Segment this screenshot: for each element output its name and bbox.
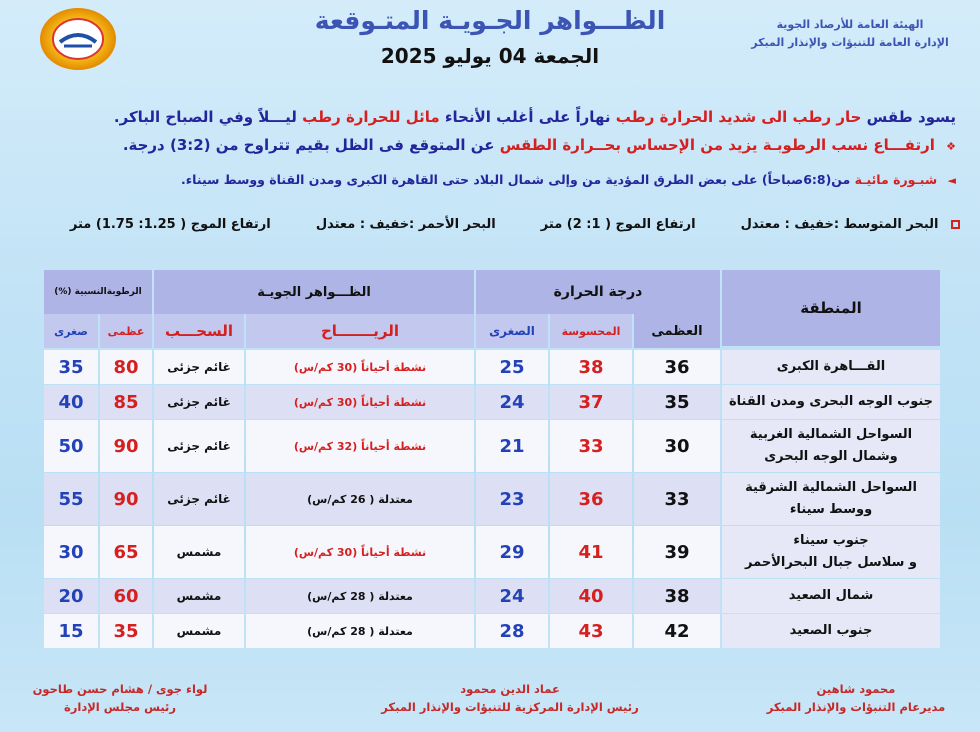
feels-cell: 36	[550, 473, 632, 525]
wind-cell: معتدلة ( 26 كم/س)	[246, 473, 474, 525]
min-cell: 25	[476, 350, 548, 384]
text-segment: عن المتوقع فى الظل بقيم تتراوح من (3:2) درجة.	[122, 136, 495, 154]
temp-min-header: الصغرى	[476, 314, 548, 348]
org-line-2: الإدارة العامة للتنبؤات والإنذار المبكر	[751, 36, 949, 49]
cloud-cell: غائم جزئى	[154, 385, 244, 419]
med-sea-wave: ارتفاع الموج ( 1: 2) متر	[540, 217, 696, 232]
feels-cell: 40	[550, 579, 632, 613]
red-sea-label: البحر الأحمر	[418, 217, 496, 232]
signer-title: مديرعام التنبؤات والإنذار المبكر	[766, 700, 946, 714]
cloud-cell: مشمس	[154, 614, 244, 648]
max-cell: 36	[634, 350, 720, 384]
min-cell: 28	[476, 614, 548, 648]
region-header: المنطقة	[722, 270, 940, 346]
checkbox-bullet-icon	[951, 220, 960, 229]
max-cell: 42	[634, 614, 720, 648]
wind-cell: معتدلة ( 28 كم/س)	[246, 579, 474, 613]
hmin-cell: 15	[44, 614, 98, 648]
med-sea-label: البحر المتوسط	[843, 217, 939, 232]
region-name: جنوب سيناء	[793, 533, 869, 548]
max-cell: 33	[634, 473, 720, 525]
text-segment: ارتفـــاع نسب الرطوبـة يزيد من الإحساس بحــرارة الطقس	[499, 136, 935, 154]
cloud-cell: مشمس	[154, 579, 244, 613]
humidity-min-header: صغرى	[44, 314, 98, 348]
signature-left	[20, 680, 220, 716]
region-name: القـــاهرة الكبرى	[776, 359, 886, 374]
region-cell	[722, 350, 940, 384]
organization-name	[740, 16, 960, 52]
region-name-line-2: ووسط سيناء	[789, 502, 873, 517]
signer-title: رئيس مجلس الإدارة	[63, 700, 176, 714]
min-cell: 24	[476, 579, 548, 613]
region-name: شمال الصعيد	[788, 588, 874, 603]
region-cell	[722, 385, 940, 419]
hmin-cell: 20	[44, 579, 98, 613]
feels-cell: 37	[550, 385, 632, 419]
bulletin-line-1	[56, 108, 956, 126]
red-sea-state: :خفيف : معتدل	[315, 217, 415, 232]
hmin-cell: 30	[44, 526, 98, 578]
max-cell: 38	[634, 579, 720, 613]
wind-cell: نشطة أحياناً (32 كم/س)	[246, 420, 474, 472]
max-cell: 30	[634, 420, 720, 472]
hmax-cell: 65	[100, 526, 152, 578]
cloud-cell: غائم جزئى	[154, 420, 244, 472]
forecast-table	[44, 270, 940, 656]
region-name: جنوب الوجه البحرى ومدن القناة	[728, 394, 934, 409]
sea-state	[40, 217, 960, 232]
med-sea-state: :خفيف : معتدل	[740, 217, 840, 232]
hmax-cell: 90	[100, 420, 152, 472]
hmin-cell: 55	[44, 473, 98, 525]
cloud-header: السحـــب	[154, 314, 244, 348]
signature-middle	[380, 680, 640, 716]
wind-cell: نشطة أحياناً (30 كم/س)	[246, 526, 474, 578]
hmax-cell: 35	[100, 614, 152, 648]
hmin-cell: 40	[44, 385, 98, 419]
feels-cell: 43	[550, 614, 632, 648]
cloud-cell: غائم جزئى	[154, 473, 244, 525]
min-cell: 29	[476, 526, 548, 578]
region-cell	[722, 420, 940, 472]
region-name-line-2: وشمال الوجه البحرى	[764, 449, 898, 464]
region-cell	[722, 579, 940, 613]
min-cell: 21	[476, 420, 548, 472]
org-line-1: الهيئة العامة للأرصاد الجوية	[776, 18, 924, 31]
region-name: جنوب الصعيد	[789, 623, 873, 638]
wind-header: الريـــــــاح	[246, 314, 474, 348]
text-segment: شبـورة مائيـة	[854, 172, 938, 187]
humidity-max-header: عظمى	[100, 314, 152, 348]
hmax-cell: 90	[100, 473, 152, 525]
text-segment: ليـــلاً وفي الصباح الباكر.	[113, 108, 297, 126]
region-cell	[722, 526, 940, 578]
text-segment: مائل للحرارة رطب	[302, 108, 440, 126]
cloud-cell: غائم جزئى	[154, 350, 244, 384]
min-cell: 23	[476, 473, 548, 525]
signature-right	[756, 680, 956, 716]
bulletin-line-3	[56, 172, 956, 187]
text-segment: حار رطب الى شديد الحرارة رطب	[615, 108, 862, 126]
triangle-bullet-icon: ◄	[947, 174, 956, 187]
temp-max-header: العظمى	[634, 314, 720, 348]
max-cell: 35	[634, 385, 720, 419]
signer-name: لواء جوى / هشام حسن طاحون	[32, 682, 208, 696]
wind-cell: معتدلة ( 28 كم/س)	[246, 614, 474, 648]
cloud-cell: مشمس	[154, 526, 244, 578]
hmin-cell: 50	[44, 420, 98, 472]
wind-cell: نشطة أحياناً (30 كم/س)	[246, 350, 474, 384]
signer-name: محمود شاهين	[816, 682, 896, 696]
page-title: الظـــواهر الجـويـة المتـوقعة	[314, 6, 666, 35]
hmax-cell: 60	[100, 579, 152, 613]
feels-cell: 41	[550, 526, 632, 578]
feels-cell: 33	[550, 420, 632, 472]
max-cell: 39	[634, 526, 720, 578]
region-name: السواحل الشمالية الشرقية	[745, 480, 917, 495]
signer-title: رئيس الإدارة المركزية للتنبؤات والإنذار المبكر	[381, 700, 639, 714]
weather-phenomena-header: الظـــواهر الجويـة	[154, 270, 474, 314]
bulletin-line-2	[56, 136, 956, 154]
hmax-cell: 80	[100, 350, 152, 384]
signer-name: عماد الدين محمود	[460, 682, 560, 696]
hmax-cell: 85	[100, 385, 152, 419]
region-name: السواحل الشمالية الغربية	[749, 427, 913, 442]
hmin-cell: 35	[44, 350, 98, 384]
region-name-line-2: و سلاسل جبال البحرالأحمر	[745, 555, 917, 570]
temperature-header: درجة الحرارة	[476, 270, 720, 314]
region-cell	[722, 473, 940, 525]
text-segment: من(6:8صباحاً) على بعض الطرق المؤدية من وإلى شمال البلاد حتى القاهرة الكبرى ومدن القناة ووسط سيناء.	[181, 172, 851, 187]
text-segment: يسود طقس	[866, 108, 956, 126]
forecast-date: الجمعة 04 يوليو 2025	[380, 44, 600, 68]
diamond-bullet-icon: ❖	[946, 140, 956, 153]
feels-cell: 38	[550, 350, 632, 384]
red-sea-wave: ارتفاع الموج ( 1.25: 1.75) متر	[69, 217, 271, 232]
min-cell: 24	[476, 385, 548, 419]
temp-feels-header: المحسوسة	[550, 314, 632, 348]
region-cell	[722, 614, 940, 648]
text-segment: نهاراً على أغلب الأنحاء	[444, 108, 611, 126]
wind-cell: نشطة أحياناً (30 كم/س)	[246, 385, 474, 419]
ema-logo-icon	[38, 6, 118, 72]
humidity-header: الرطوبةالنسبية (%)	[44, 270, 152, 314]
